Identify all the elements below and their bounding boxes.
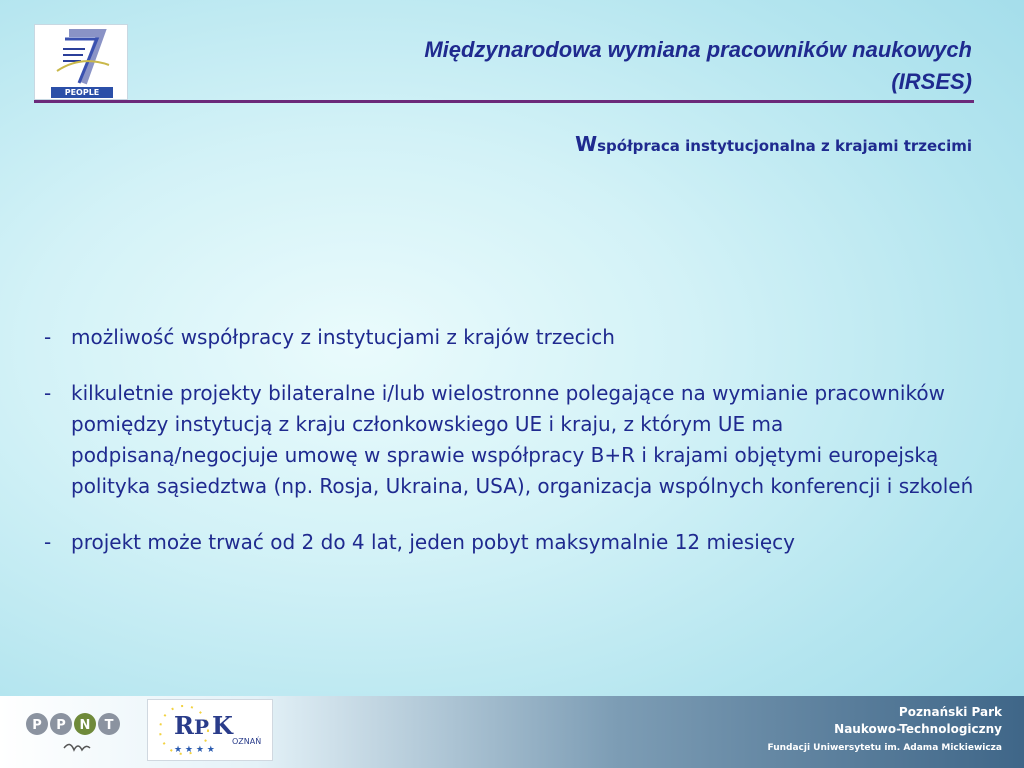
footer-line-3: Fundacji Uniwersytetu im. Adama Mickiewicza [767,743,1002,753]
footer-bar [0,696,1024,768]
bullet-item [44,378,974,502]
svg-text:R: R [174,711,194,740]
rpk-icon [148,700,272,760]
fp7-icon [35,25,129,87]
fp7-people-logo [34,24,128,100]
bullet-text: kilkuletnie projekty bilateralne i/lub wielostronne polegające na wymianie pracowników pomiędzy instytucją z kraju członkowskiego UE i kraju, z którym UE ma podpisaną/negocjuje umowę w sprawie współpracy B+R i krajami objętymi europejską polityka sąsiedztwa (np. Rosja, Ukraina, USA), organizacja wspólnych konferencji i szkoleń [71,381,974,498]
people-label: PEOPLE [51,87,113,98]
rpk-logo [147,699,273,761]
bullet-marker: - [44,325,52,349]
bullet-marker: - [44,530,52,554]
title-line-1: Międzynarodowa wymiana pracowników naukowych [424,37,972,62]
page-subtitle [272,132,972,156]
svg-text:★ ★ ★ ★: ★ ★ ★ ★ [174,745,215,755]
bullet-text: możliwość współpracy z instytucjami z krajów trzecich [71,325,615,349]
svg-text:T: T [104,718,114,733]
svg-text:OZNAŃ: OZNAŃ [232,737,262,746]
footer-line-2: Naukowo-Technologiczny [834,722,1002,736]
svg-text:P: P [32,718,42,733]
svg-text:N: N [79,718,91,733]
title-line-2: (IRSES) [891,69,972,94]
svg-text:P: P [56,718,66,733]
footer-line-1: Poznański Park [898,705,1002,719]
bullet-text: projekt może trwać od 2 do 4 lat, jeden pobyt maksymalnie 12 miesięcy [71,530,795,554]
subtitle-text: spółpraca instytucjonalna z krajami trzecimi [597,137,972,155]
page-title [172,34,972,98]
ppnt-logo [24,704,134,762]
bullet-list [44,322,974,583]
bullet-item [44,322,974,353]
subtitle-initial: W [575,132,598,156]
bullet-marker: - [44,381,52,405]
title-divider [34,100,974,103]
ppnt-icon [24,704,134,762]
bullet-item [44,527,974,558]
svg-text:K: K [212,711,233,740]
footer-organization [768,704,1002,758]
svg-text:P: P [194,715,210,739]
